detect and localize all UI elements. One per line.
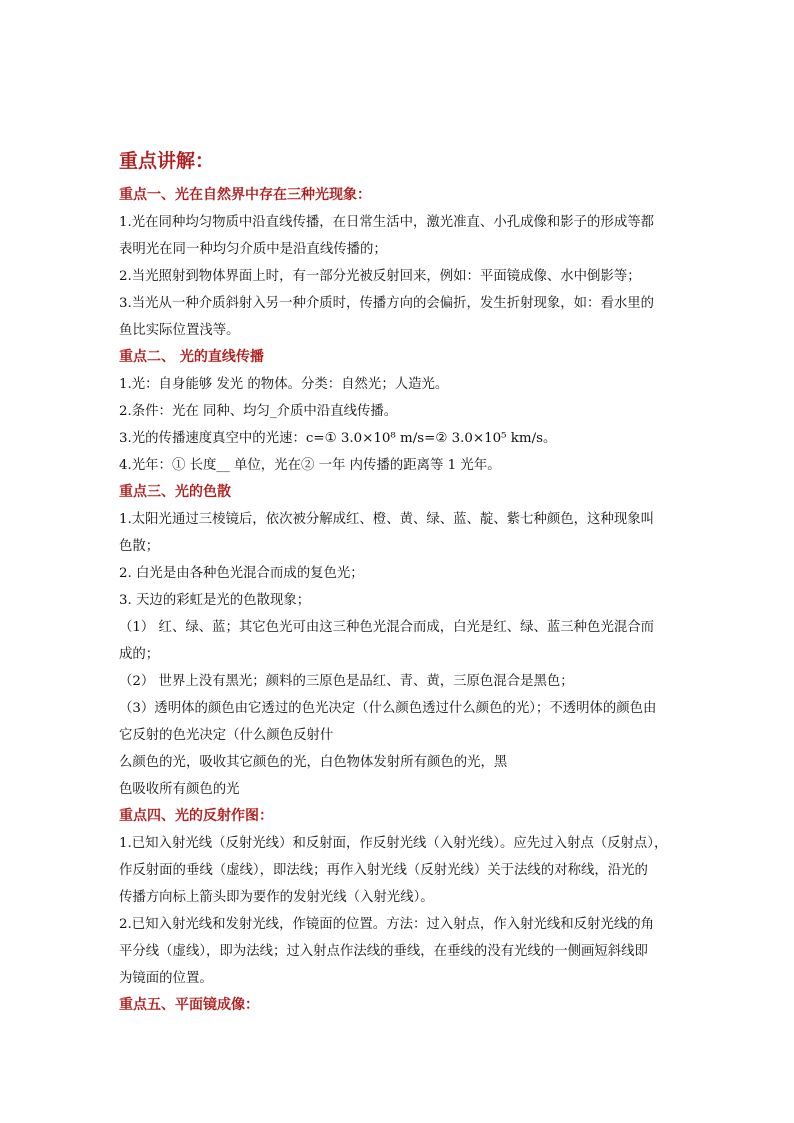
page-title: 重点讲解： [119, 150, 215, 172]
text-line: 1.光：自身能够 发光 的物体。分类：自然光；人造光。 [119, 377, 449, 392]
text-line: 表明光在同一种均匀介质中是沿直线传播的； [119, 242, 387, 257]
section-1 [119, 182, 694, 344]
sections-container [119, 182, 694, 1019]
text-line: 作反射面的垂线（虚线），即法线；再作入射光线（反射光线）关于法线的对称线，沿光的 [119, 863, 648, 878]
section-3 [119, 479, 694, 803]
text-line: 2.已知入射光线和发射光线，作镜面的位置。方法：过入射点，作入射光线和反射光线的角 [119, 917, 655, 932]
text-line: （1） 红、绿、蓝；其它色光可由这三种色光混合而成，白光是红、绿、蓝三种色光混合而 [119, 620, 655, 635]
text-line: 么颜色的光，吸收其它颜色的光，白色物体发射所有颜色的光，黑 [119, 755, 508, 770]
text-line: 3.光的传播速度真空中的光速：c=① 3.0×10⁸ m/s=② 3.0×10⁵ km/s。 [119, 431, 557, 446]
section-heading: 重点二、 光的直线传播 [119, 349, 264, 365]
text-line: 平分线（虚线），即为法线；过入射点作法线的垂线，在垂线的没有光线的一侧画短斜线即 [119, 944, 648, 959]
text-line: 2. 白光是由各种色光混合而成的复色光； [119, 566, 364, 581]
document-page [119, 146, 694, 1019]
text-line: （2） 世界上没有黑光；颜料的三原色是品红、青、黄，三原色混合是黑色； [119, 674, 574, 689]
text-line: 传播方向标上箭头即为要作的发射光线（入射光线）。 [119, 890, 434, 905]
section-4 [119, 803, 694, 992]
text-line: 4.光年：① 长度__ 单位，光在② 一年 内传播的距离等 1 光年。 [119, 458, 501, 473]
text-line: 2.条件：光在 同种、均匀_介质中沿直线传播。 [119, 404, 398, 419]
section-heading: 重点五、平面镜成像： [119, 997, 259, 1013]
section-heading: 重点四、光的反射作图： [119, 808, 273, 824]
section-heading: 重点三、光的色散 [119, 484, 231, 500]
text-line: 1.太阳光通过三棱镜后，依次被分解成红、橙、黄、绿、蓝、靛、紫七种颜色，这种现象叫 [119, 512, 655, 527]
text-line: （3）透明体的颜色由它透过的色光决定（什么颜色透过什么颜色的光）；不透明体的颜色由 [119, 701, 657, 716]
text-line: 为镜面的位置。 [119, 971, 213, 986]
section-5 [119, 992, 694, 1019]
text-line: 1.光在同种均匀物质中沿直线传播，在日常生活中，激光准直、小孔成像和影子的形成等都 [119, 215, 655, 230]
text-line: 色散； [119, 539, 160, 554]
text-line: 1.已知入射光线（反射光线）和反射面，作反射光线（入射光线）。应先过入射点（反射点）， [119, 836, 668, 851]
text-line: 成的； [119, 647, 160, 662]
text-line: 3. 天边的彩虹是光的色散现象； [119, 593, 311, 608]
text-line: 鱼比实际位置浅等。 [119, 323, 240, 338]
section-heading: 重点一、光在自然界中存在三种光现象： [119, 187, 371, 203]
text-line: 它反射的色光决定（什么颜色反射什 [119, 728, 334, 743]
text-line: 2.当光照射到物体界面上时，有一部分光被反射回来，例如：平面镜成像、水中倒影等； [119, 269, 641, 284]
section-2 [119, 344, 694, 479]
text-line: 色吸收所有颜色的光 [119, 782, 240, 797]
text-line: 3.当光从一种介质斜射入另一种介质时，传播方向的会偏折，发生折射现象，如：看水里的 [119, 296, 655, 311]
